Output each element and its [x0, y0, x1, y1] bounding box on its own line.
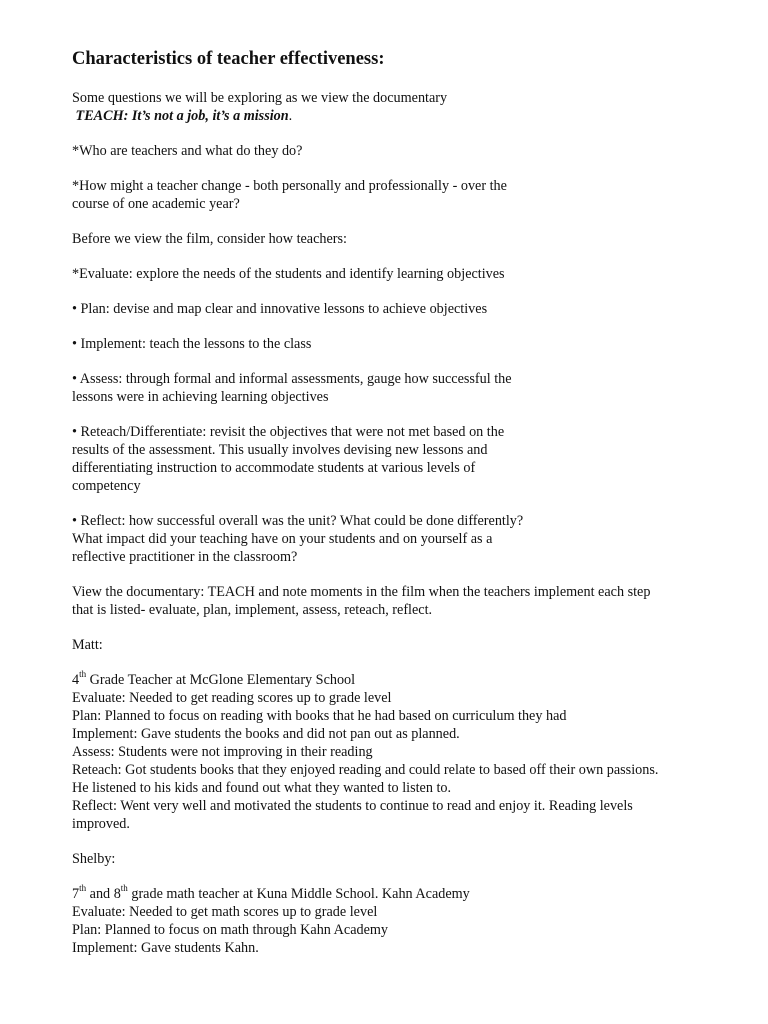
- intro-film-line: [72, 107, 712, 125]
- step-evaluate: *Evaluate: explore the needs of the students and identify learning objectives: [72, 266, 505, 282]
- matt-grade-line: [72, 671, 712, 689]
- grade-and: and 8: [86, 886, 121, 902]
- step-line: lessons were in achieving learning objectives: [72, 389, 329, 405]
- step-assess: [72, 370, 712, 406]
- shelby-plan: Plan: Planned to focus on math through Kahn Academy: [72, 922, 389, 938]
- question-how-teacher-changes: [72, 177, 712, 213]
- ordinal-suffix: th: [79, 883, 87, 894]
- grade-description: Grade Teacher at McGlone Elementary School: [86, 672, 356, 688]
- matt-reteach: Reteach: Got students books that they enjoyed reading and could relate to based off their own passions.: [72, 762, 659, 778]
- step-reflect: [72, 512, 712, 566]
- step-line: differentiating instruction to accommodate students at various levels of: [72, 460, 476, 476]
- grade-description: grade math teacher at Kuna Middle School. Kahn Academy: [127, 886, 470, 902]
- matt-reflect-cont: improved.: [72, 816, 130, 832]
- film-title-period: .: [288, 108, 293, 124]
- step-line: • Reflect: how successful overall was the unit? What could be done differently?: [72, 513, 524, 529]
- document-title: Characteristics of teacher effectiveness:: [72, 49, 385, 69]
- instruction-line: that is listed- evaluate, plan, implement, assess, reteach, reflect.: [72, 602, 433, 618]
- question-line: course of one academic year?: [72, 196, 240, 212]
- shelby-heading: Shelby:: [72, 851, 116, 867]
- matt-assess: Assess: Students were not improving in their reading: [72, 744, 373, 760]
- ordinal-suffix: th: [120, 883, 128, 894]
- shelby-evaluate: Evaluate: Needed to get math scores up to grade level: [72, 904, 378, 920]
- step-plan: • Plan: devise and map clear and innovative lessons to achieve objectives: [72, 301, 488, 317]
- step-implement: • Implement: teach the lessons to the class: [72, 336, 312, 352]
- matt-notes: [72, 671, 712, 833]
- film-title: TEACH: It’s not a job, it’s a mission: [75, 108, 289, 124]
- matt-reteach-cont: He listened to his kids and found out what they wanted to listen to.: [72, 780, 452, 796]
- instruction-line: View the documentary: TEACH and note moments in the film when the teachers implement each step: [72, 584, 651, 600]
- grade-number: 4: [72, 672, 80, 688]
- question-who-are-teachers: *Who are teachers and what do they do?: [72, 143, 303, 159]
- matt-evaluate: Evaluate: Needed to get reading scores up to grade level: [72, 690, 392, 706]
- step-line: What impact did your teaching have on your students and on yourself as a: [72, 531, 493, 547]
- intro-line: Some questions we will be exploring as we view the documentary: [72, 90, 448, 106]
- step-line: results of the assessment. This usually involves devising new lessons and: [72, 442, 488, 458]
- matt-heading: Matt:: [72, 637, 103, 653]
- grade-number: 7: [72, 886, 80, 902]
- matt-implement: Implement: Gave students the books and did not pan out as planned.: [72, 726, 460, 742]
- shelby-implement: Implement: Gave students Kahn.: [72, 940, 259, 956]
- matt-reflect: Reflect: Went very well and motivated the students to continue to read and enjoy it. Reading levels: [72, 798, 633, 814]
- intro-paragraph: [72, 89, 712, 125]
- step-line: • Reteach/Differentiate: revisit the objectives that were not met based on the: [72, 424, 505, 440]
- view-instructions: [72, 583, 712, 619]
- step-reteach: [72, 423, 712, 495]
- step-line: • Assess: through formal and informal assessments, gauge how successful the: [72, 371, 512, 387]
- question-line: *How might a teacher change - both personally and professionally - over the: [72, 178, 507, 194]
- shelby-grade-line: [72, 885, 712, 903]
- step-line: competency: [72, 478, 141, 494]
- consider-heading: Before we view the film, consider how teachers:: [72, 231, 347, 247]
- step-line: reflective practitioner in the classroom?: [72, 549, 298, 565]
- shelby-notes: [72, 885, 712, 957]
- matt-plan: Plan: Planned to focus on reading with books that he had based on curriculum they had: [72, 708, 567, 724]
- ordinal-suffix: th: [79, 669, 87, 680]
- document-page: [72, 46, 712, 957]
